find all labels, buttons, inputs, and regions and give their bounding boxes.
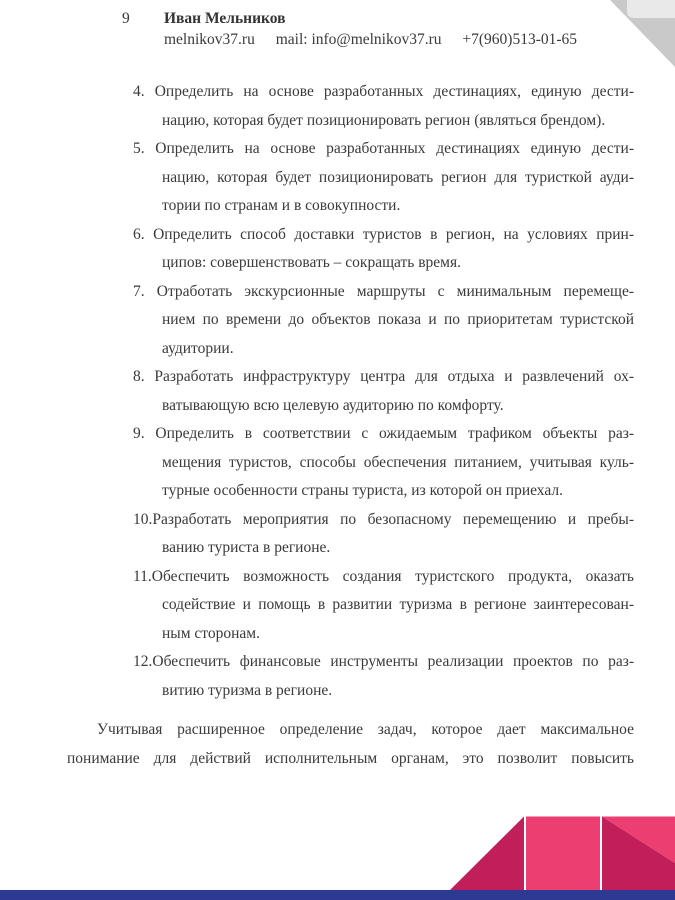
corner-triangle-decoration	[610, 0, 675, 67]
list-item	[133, 563, 634, 649]
closing-paragraph	[67, 715, 634, 773]
list-item	[133, 648, 634, 705]
pink-highlight-decoration	[602, 817, 675, 864]
list-item-line: 7. Отработать экскурсионные маршруты с минимальным перемеще-	[133, 282, 634, 300]
list-item-line: ванию туриста в регионе.	[162, 539, 331, 556]
list-item-line: 11.Обеспечить возможность создания туристского продукта, оказать	[133, 567, 634, 585]
contact-line	[164, 29, 577, 50]
corner-tab-decoration	[627, 0, 675, 18]
list-item-line: ципов: совершенствовать – сокращать время.	[162, 254, 461, 271]
pink-rectangle-decoration	[526, 817, 600, 891]
list-item-line: 10.Разработать мероприятия по безопасному перемещению и пребы-	[133, 510, 634, 528]
list-item-line: турные особенности страны туриста, из которой он приехал.	[162, 482, 563, 499]
list-item	[133, 363, 634, 420]
list-item	[133, 278, 634, 364]
list-item-line: 6. Определить способ доставки туристов в регион, на условиях прин-	[133, 225, 634, 243]
list-item	[133, 506, 634, 563]
list-item	[133, 78, 634, 135]
list-item-line: ным сторонам.	[162, 624, 260, 642]
paragraph-line: понимание для действий исполнительным органам, это позволит повысить	[67, 750, 634, 767]
list-item-line: 4. Определить на основе разработанных дестинациях, единую дести-	[133, 83, 634, 100]
list-item-line: нацию, которая будет позиционировать регион для туристкой ауди-	[162, 168, 634, 186]
list-item-line: 12.Обеспечить финансовые инструменты реализации проектов по раз-	[133, 653, 634, 670]
list-item-line: витию туризма в регионе.	[162, 681, 333, 699]
list-item-line: 9. Определить в соответствии с ожидаемым трафиком объекты раз-	[133, 425, 634, 442]
list-item-line: 5. Определить на основе разработанных дестинациях единую дести-	[133, 140, 634, 157]
list-item-line: нием по времени до объектов показа и по приоритетам туристской	[162, 311, 634, 328]
list-item-line: 8. Разработать инфраструктуру центра для отдыха и развлечений ох-	[133, 368, 634, 385]
paragraph-line: Учитывая расширенное определение задач, которое дает максимальное	[97, 721, 634, 738]
phone-number: +7(960)513-01-65	[462, 31, 578, 48]
footer-bar	[0, 890, 675, 900]
list-item-line: тории по странам и в совокупности.	[162, 197, 401, 214]
task-list	[133, 78, 634, 705]
list-item	[133, 135, 634, 221]
page-number: 9	[122, 10, 130, 27]
list-item	[133, 221, 634, 278]
site-url: melnikov37.ru	[164, 31, 255, 48]
pink-shadow-decoration	[602, 817, 675, 891]
pink-triangle-decoration	[450, 817, 524, 891]
list-item-line: аудитории.	[162, 339, 234, 357]
email-address: mail: info@melnikov37.ru	[275, 31, 442, 48]
author-name: Иван Мельников	[164, 10, 286, 27]
list-item-line: ватывающую всю целевую аудиторию по комфорту.	[162, 396, 504, 414]
list-item-line: мещения туристов, способы обеспечения питанием, учитывая куль-	[162, 453, 634, 471]
list-item-line: содействие и помощь в развитии туризма в регионе заинтересован-	[162, 596, 634, 613]
list-item-line: нацию, которая будет позиционировать регион (являться брендом).	[162, 111, 606, 129]
list-item	[133, 420, 634, 506]
